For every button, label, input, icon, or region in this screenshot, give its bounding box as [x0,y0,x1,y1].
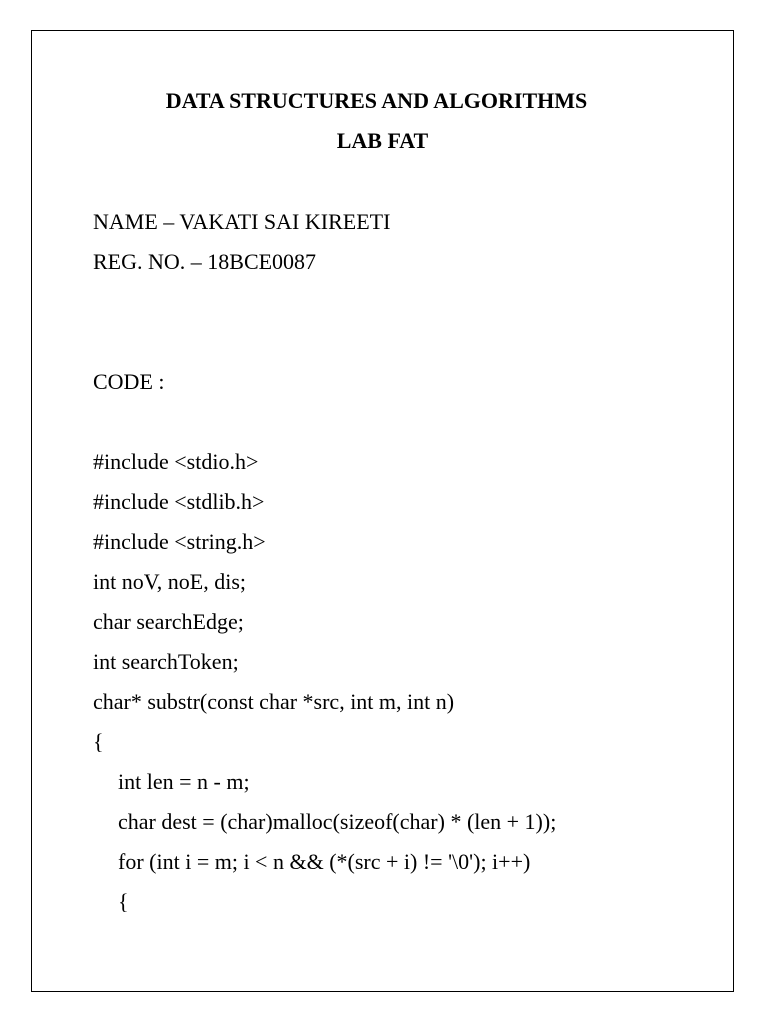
code-heading: CODE : [93,369,165,394]
registration-number: REG. NO. – 18BCE0087 [93,249,317,274]
student-name: NAME – VAKATI SAI KIREETI [93,209,391,234]
code-line: #include <string.h> [93,529,266,554]
code-line: { [93,729,104,754]
document-page [31,30,734,992]
code-line: char* substr(const char *src, int m, int n) [93,689,455,714]
code-line: for (int i = m; i < n && (*(src + i) != '\0'); i++) [118,849,531,874]
code-line: #include <stdio.h> [93,449,259,474]
code-line: int searchToken; [93,649,239,674]
code-line: int len = n - m; [118,769,250,794]
code-line: { [118,889,129,914]
code-line: #include <stdlib.h> [93,489,265,514]
code-line: char searchEdge; [93,609,244,634]
document-title-line2: LAB FAT [336,128,429,153]
document-title-line1: DATA STRUCTURES AND ALGORITHMS [165,88,588,113]
code-line: char dest = (char)malloc(sizeof(char) * (len + 1)); [118,809,557,834]
code-line: int noV, noE, dis; [93,569,247,594]
